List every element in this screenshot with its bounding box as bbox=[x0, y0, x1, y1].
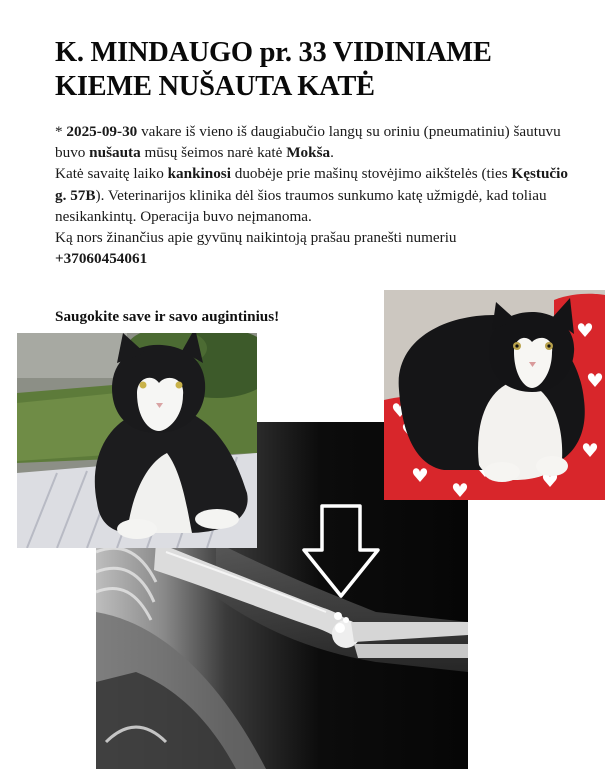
cat-photo-outdoor bbox=[17, 333, 257, 548]
paragraph-incident bbox=[55, 121, 575, 163]
text-segment: Katė savaitę laiko bbox=[55, 165, 168, 183]
emphasis-shot: nušauta bbox=[89, 144, 141, 162]
headline: K. MINDAUGO pr. 33 VIDINIAME KIEME NUŠAUTA KATĖ bbox=[55, 37, 492, 102]
emphasis-suffered: kankinosi bbox=[167, 165, 231, 183]
notice-text bbox=[55, 121, 575, 269]
incident-date: 2025-09-30 bbox=[66, 123, 138, 140]
bullet-mark: * bbox=[55, 123, 67, 140]
phone-number: +37060454061 bbox=[55, 250, 148, 268]
contact-request: Ką nors žinančius apie gyvūnų naikintoją prašau pranešti numeriu bbox=[55, 229, 457, 247]
paragraph-contact bbox=[55, 227, 575, 269]
text-segment: . bbox=[330, 144, 334, 162]
text-segment: mūsų šeimos narė katė bbox=[140, 144, 287, 162]
text-segment: ). Veterinarijos klinika dėl šios traumos sunkumo katę užmigdė, kad toliau nesikankintų. Operacija buvo neįmanoma. bbox=[55, 186, 547, 225]
warning-text: Saugokite save ir savo augintinius! bbox=[55, 308, 280, 325]
cat-name: Mokša bbox=[286, 144, 331, 162]
address: Kęstučio g. 57B bbox=[55, 165, 568, 204]
cat-photo-on-red-cushion bbox=[384, 290, 605, 500]
text-segment: duobėje prie mašinų stovėjimo aikštelės (ties bbox=[230, 165, 512, 183]
paragraph-suffering bbox=[55, 163, 575, 227]
text-segment: vakare iš vieno iš daugiabučio langų su oriniu (pneumatiniu) šautuvu buvo bbox=[55, 123, 561, 162]
